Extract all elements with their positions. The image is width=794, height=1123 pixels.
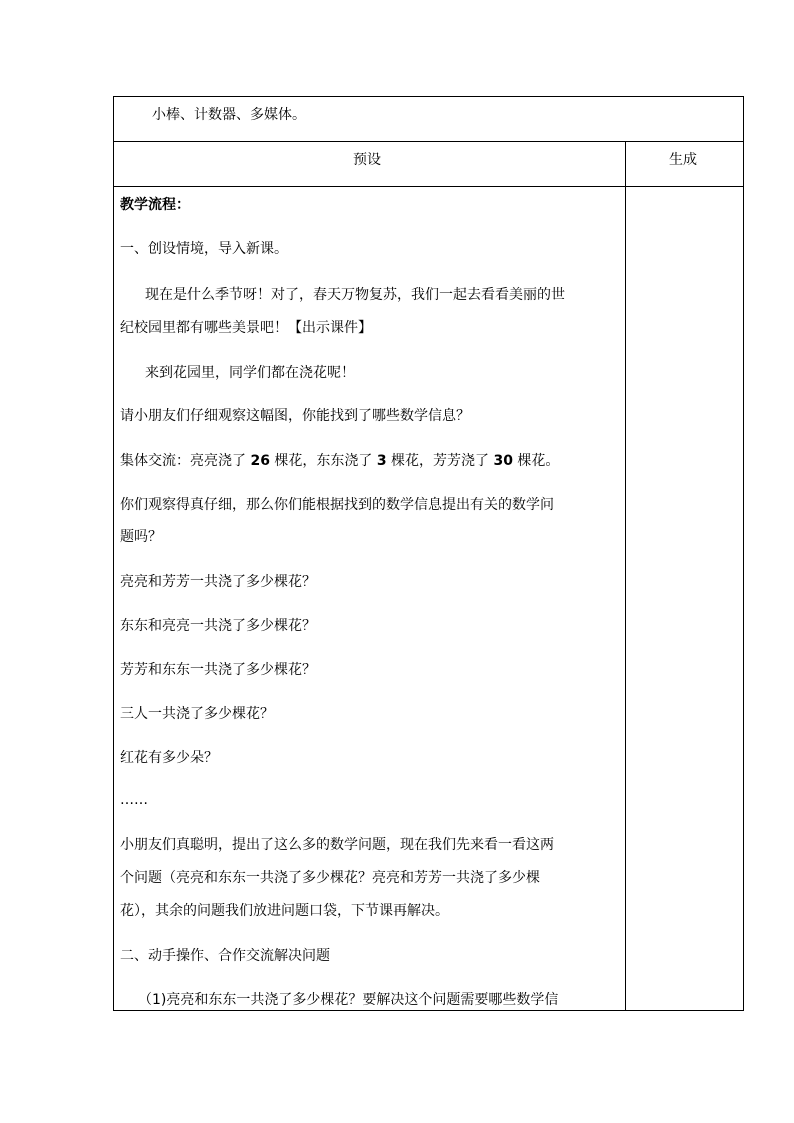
- p4-text-a: 集体交流：亮亮浇了: [120, 453, 251, 469]
- column-divider: [625, 142, 626, 1010]
- materials-row: [114, 97, 743, 142]
- header-preset-cell: [114, 142, 625, 186]
- flow-title: 教学流程：: [120, 197, 190, 213]
- materials-text: 小棒、计数器、多媒体。: [152, 107, 306, 123]
- ellipsis: ……: [120, 792, 148, 808]
- p4-number-1: 26: [250, 453, 270, 469]
- p4-number-2: 3: [376, 453, 387, 469]
- paragraph-1-line-1: 现在是什么季节呀！对了，春天万物复苏，我们一起去看看美丽的世: [145, 287, 565, 303]
- paragraph-3: 请小朋友们仔细观察这幅图，你能找到了哪些数学信息？: [120, 408, 470, 424]
- question-2: 东东和亮亮一共浇了多少棵花？: [120, 618, 316, 634]
- paragraph-6-line-2: 个问题（亮亮和东东一共浇了多少棵花？亮亮和芳芳一共浇了多少棵: [120, 870, 540, 886]
- section1-title: 一、创设情境，导入新课。: [120, 241, 288, 257]
- p4-text-d: 棵花。: [512, 453, 560, 469]
- paragraph-6-line-3: 花），其余的问题我们放进问题口袋，下节课再解决。: [120, 903, 449, 919]
- p4-number-3: 30: [493, 453, 513, 469]
- lesson-table: [113, 96, 744, 1011]
- header-generate-cell: [626, 142, 743, 186]
- header-generate: 生成: [669, 152, 697, 168]
- paragraph-5-line-1: 你们观察得真仔细，那么你们能根据找到的数学信息提出有关的数学问: [120, 497, 554, 513]
- preset-content-cell: [120, 187, 620, 1009]
- p4-text-c: 棵花，芳芳浇了: [386, 453, 494, 469]
- paragraph-5-line-2: 题吗？: [120, 529, 162, 545]
- paragraph-2: 来到花园里，同学们都在浇花呢！: [145, 365, 355, 381]
- question-3: 芳芳和东东一共浇了多少棵花？: [120, 662, 316, 678]
- p4-text-b: 棵花，东东浇了: [269, 453, 377, 469]
- paragraph-6-line-1: 小朋友们真聪明，提出了这么多的数学问题，现在我们先来看一看这两: [120, 837, 554, 853]
- paragraph-4: [120, 451, 559, 471]
- paragraph-1-line-2: 纪校园里都有哪些美景吧！【出示课件】: [120, 320, 372, 336]
- paragraph-7: （1)亮亮和东东一共浇了多少棵花？要解决这个问题需要哪些数学信: [138, 992, 559, 1008]
- section2-title: 二、动手操作、合作交流解决问题: [120, 948, 330, 964]
- header-row: [114, 142, 743, 187]
- question-5: 红花有多少朵？: [120, 750, 218, 766]
- question-4: 三人一共浇了多少棵花？: [120, 706, 274, 722]
- header-preset: 预设: [353, 152, 381, 168]
- question-1: 亮亮和芳芳一共浇了多少棵花？: [120, 574, 316, 590]
